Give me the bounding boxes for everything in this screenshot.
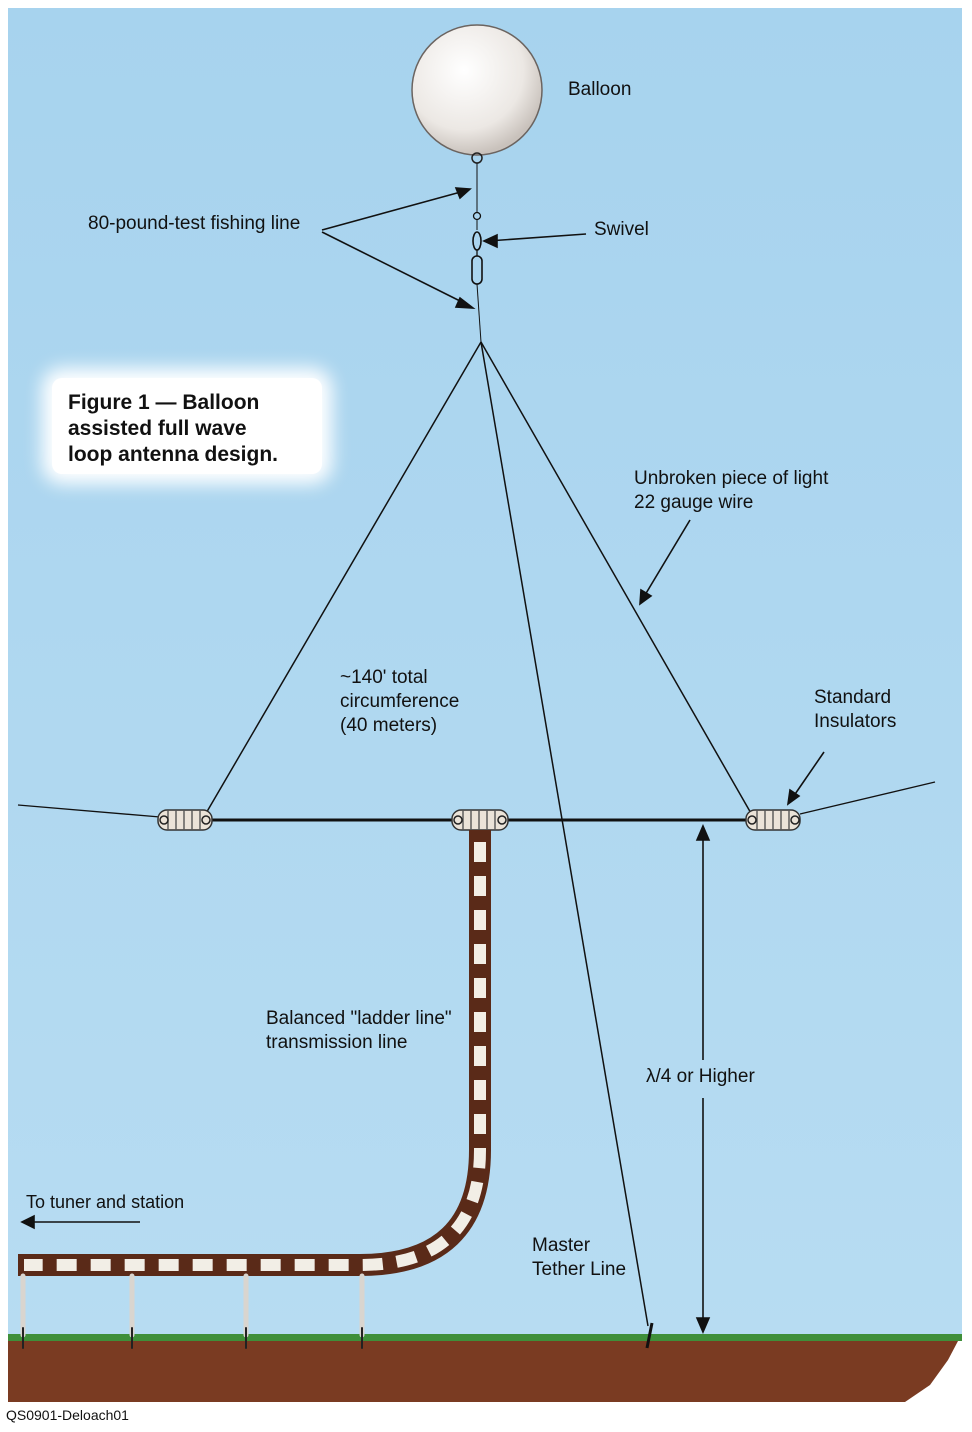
grass-strip — [8, 1334, 962, 1341]
fishing-line-label: 80-pound-test fishing line — [88, 213, 301, 234]
insulator-left — [158, 810, 212, 830]
figure-caption — [52, 378, 322, 474]
ladder-line-label-line2: transmission line — [266, 1032, 408, 1053]
figure-title-line1: Figure 1 — Balloon — [68, 391, 260, 414]
balloon-label: Balloon — [568, 79, 632, 100]
ground — [8, 1341, 958, 1402]
wire-label-line2: 22 gauge wire — [634, 492, 754, 513]
insulator-right — [746, 810, 800, 830]
circumference-label-line3: (40 meters) — [340, 715, 438, 736]
insulators-label-line1: Standard — [814, 687, 892, 708]
insulators-label-line2: Insulators — [814, 711, 897, 732]
wire-label-line1: Unbroken piece of light — [634, 468, 829, 489]
height-label: λ/4 or Higher — [646, 1066, 755, 1087]
tether-label-line2: Tether Line — [532, 1259, 627, 1280]
balloon — [412, 25, 542, 155]
ladder-line-label-line1: Balanced "ladder line" — [266, 1008, 452, 1029]
circumference-label-line2: circumference — [340, 691, 460, 712]
circumference-label-line1: ~140' total — [340, 667, 428, 688]
figure-title-line2: assisted full wave — [68, 417, 247, 440]
insulator-center — [452, 810, 508, 830]
tether-label-line1: Master — [532, 1235, 591, 1256]
swivel-label: Swivel — [594, 219, 649, 240]
figure-title-line3: loop antenna design. — [68, 443, 279, 466]
figure-credit: QS0901-Deloach01 — [0, 1403, 972, 1427]
tuner-label: To tuner and station — [26, 1192, 185, 1212]
